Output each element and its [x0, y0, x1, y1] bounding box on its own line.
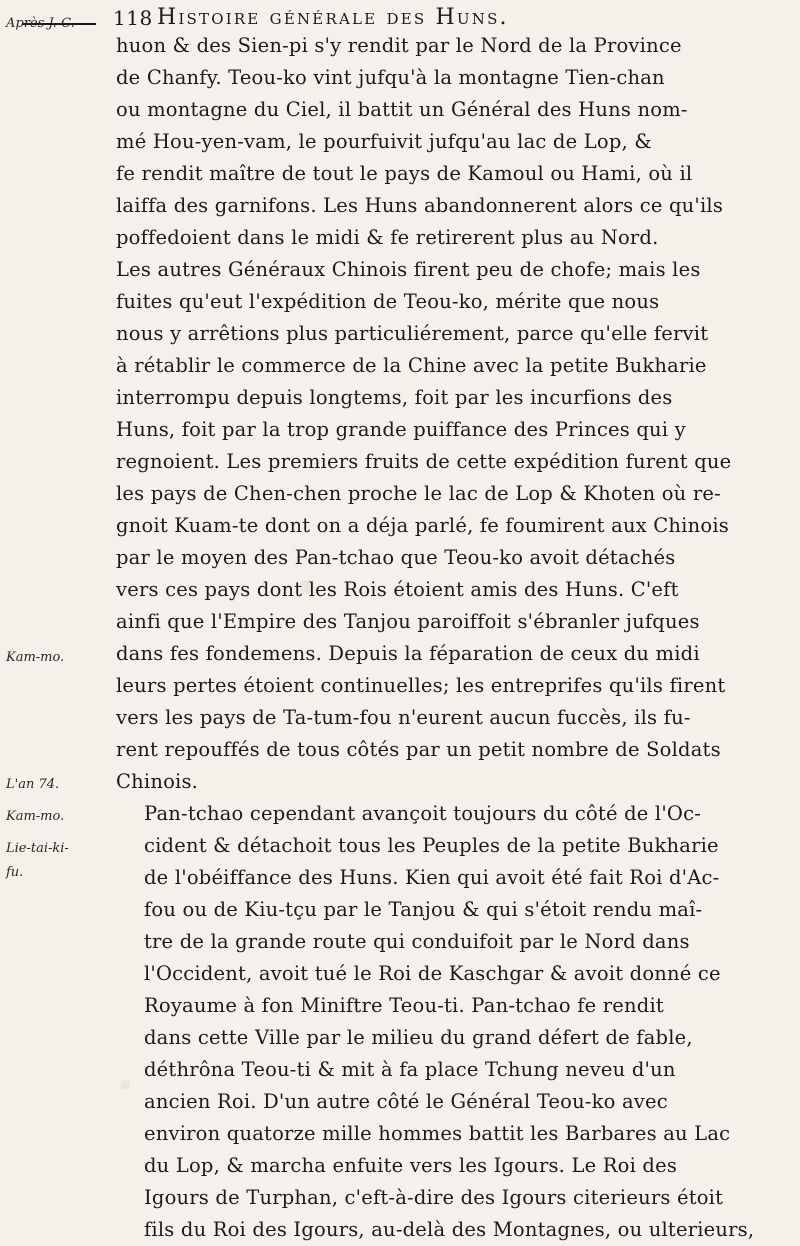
text-line: de Chanfy. Teou-ko vint jufqu'à la montagne Tien-chan [116, 66, 665, 89]
text-line: dans cette Ville par le milieu du grand défert de fable, [144, 1026, 693, 1049]
margin-note-source-cont: fu. [6, 865, 24, 880]
text-line: du Lop, & marcha enfuite vers les Igours. Le Roi des [144, 1154, 678, 1177]
text-line: gnoit Kuam-te dont on a déja parlé, fe foumirent aux Chinois [116, 514, 729, 537]
paragraph [116, 798, 790, 1246]
text-line: dans fes fondemens. Depuis la féparation de ceux du midi [116, 642, 700, 665]
text-line: les pays de Chen-chen proche le lac de Lop & Khoten où re- [116, 482, 721, 505]
text-line: Chinois. [116, 770, 199, 793]
text-line: ancien Roi. D'un autre côté le Général Teou-ko avec [144, 1090, 668, 1113]
text-line: environ quatorze mille hommes battit les Barbares au Lac [144, 1122, 731, 1145]
text-line: déthrôna Teou-ti & mit à fa place Tchung neveu d'un [144, 1058, 676, 1081]
text-line: rent repouffés de tous côtés par un petit nombre de Soldats [116, 738, 721, 761]
margin-note-year: L'an 74. [6, 777, 60, 792]
text-line: interrompu depuis longtems, foit par les incurfions des [116, 386, 673, 409]
text-line: huon & des Sien-pi s'y rendit par le Nord de la Province [116, 34, 682, 57]
text-line: mé Hou-yen-vam, le pourfuivit jufqu'au lac de Lop, & [116, 130, 652, 153]
text-line: leurs pertes étoient continuelles; les entreprifes qu'ils firent [116, 674, 726, 697]
text-line: cident & détachoit tous les Peuples de la petite Bukharie [144, 834, 719, 857]
page-number: 118 [113, 6, 153, 30]
text-line: par le moyen des Pan-tchao que Teou-ko avoit détachés [116, 546, 676, 569]
margin-note-date: Après J.-C. [6, 16, 75, 31]
text-line: Royaume à fon Miniftre Teou-ti. Pan-tchao fe rendit [144, 994, 664, 1017]
text-line: Les autres Généraux Chinois firent peu de chofe; mais les [116, 258, 701, 281]
text-line: Huns, foit par la trop grande puiffance des Princes qui y [116, 418, 686, 441]
margin-note-reign: Kam-mo. [6, 650, 65, 665]
text-line: de l'obéiffance des Huns. Kien qui avoit été fait Roi d'Ac- [144, 866, 720, 889]
margin-note-reign: Kam-mo. [6, 809, 65, 824]
paragraph [116, 30, 790, 798]
text-line: nous y arrêtions plus particuliérement, parce qu'elle fervit [116, 322, 709, 345]
text-line: ainfi que l'Empire des Tanjou paroiffoit s'ébranler jufques [116, 610, 700, 633]
text-line: fou ou de Kiu-tçu par le Tanjou & qui s'étoit rendu maî- [144, 898, 703, 921]
text-line: fe rendit maître de tout le pays de Kamoul ou Hami, où il [116, 162, 693, 185]
text-line: regnoient. Les premiers fruits de cette expédition furent que [116, 450, 732, 473]
body-text [116, 30, 790, 1246]
text-line: tre de la grande route qui conduifoit par le Nord dans [144, 930, 690, 953]
text-line: vers les pays de Ta-tum-fou n'eurent aucun fuccès, ils fu- [116, 706, 691, 729]
running-title: Histoire générale des Huns. [157, 5, 509, 30]
text-line: fuites qu'eut l'expédition de Teou-ko, mérite que nous [116, 290, 660, 313]
text-line: Igours de Turphan, c'eft-à-dire des Igours citerieurs étoit [144, 1186, 724, 1209]
text-line: poffedoient dans le midi & fe retirerent plus au Nord. [116, 226, 659, 249]
text-line: vers ces pays dont les Rois étoient amis des Huns. C'eft [116, 578, 679, 601]
text-line: Pan-tchao cependant avançoit toujours du côté de l'Oc- [144, 802, 701, 825]
margin-note-source: Lie-tai-ki- [6, 841, 69, 856]
text-line: fils du Roi des Igours, au-delà des Montagnes, ou ulterieurs, [144, 1218, 755, 1241]
text-line: l'Occident, avoit tué le Roi de Kaschgar & avoit donné ce [144, 962, 721, 985]
text-line: laiffa des garnifons. Les Huns abandonnerent alors ce qu'ils [116, 194, 724, 217]
text-line: à rétablir le commerce de la Chine avec la petite Bukharie [116, 354, 707, 377]
text-line: ou montagne du Ciel, il battit un Général des Huns nom- [116, 98, 688, 121]
